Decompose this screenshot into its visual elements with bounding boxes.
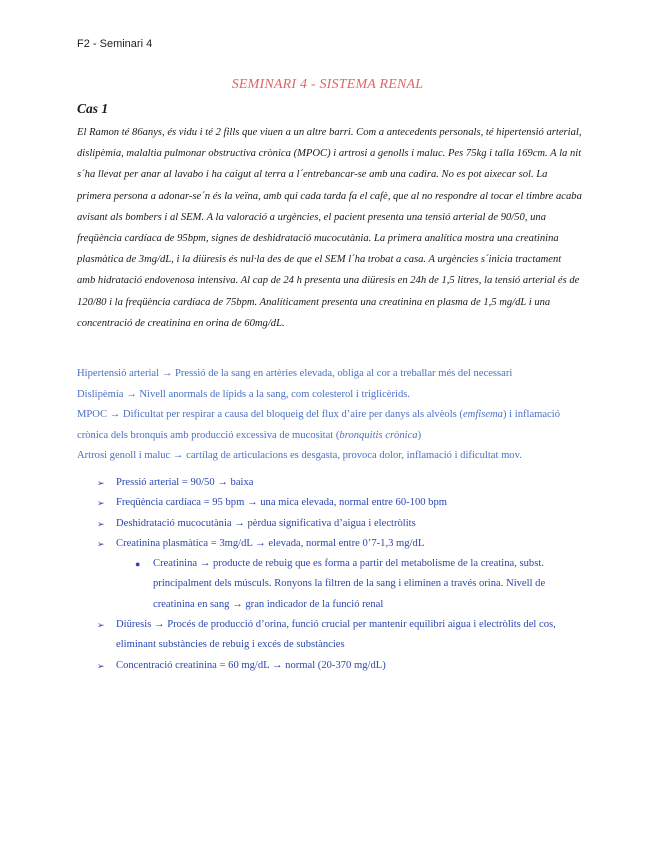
list-item-text: Deshidratació mucocutània → pèrdua significativa d’aigua i electròlits (116, 517, 416, 529)
arrow-bullet-icon: ➢ (97, 478, 105, 488)
page-header: F2 - Seminari 4 (77, 38, 153, 50)
list-item-deshidratacio (97, 514, 587, 534)
list-item-creatinina-plasmatica (97, 534, 587, 554)
list-item-pressio (97, 473, 587, 493)
list-item-concentracio (97, 656, 587, 676)
arrow-bullet-icon: ➢ (97, 538, 105, 549)
arrow-bullet-icon: ➢ (97, 620, 105, 631)
list-item-text: Creatinina plasmàtica = 3mg/dL → elevada, normal entre 0’7-1,3 mg/dL (116, 537, 425, 549)
arrow-bullet-icon: ➢ (97, 498, 105, 509)
note-hipertensio: Hipertensió arterial → Pressió de la sang en artèries elevada, obliga al cor a treballar més del necessari (77, 368, 513, 379)
note-mpoc-text-c: ) (417, 429, 422, 441)
arrow-bullet-icon: ➢ (97, 518, 105, 529)
list-item-text: Freqüència cardíaca = 95 bpm → una mica elevada, normal entre 60-100 bpm (116, 497, 448, 509)
note-mpoc-emfisema: emfisema (462, 409, 503, 420)
note-mpoc (77, 405, 582, 446)
notes-section (77, 364, 582, 467)
sublist-item-creatinina (97, 554, 587, 615)
page-title: SEMINARI 4 - SISTEMA RENAL (231, 77, 424, 92)
case-heading: Cas 1 (77, 101, 109, 116)
note-mpoc-bronquitis: bronquitis crònica (339, 429, 418, 441)
findings-list (97, 473, 587, 676)
arrow-bullet-icon: ➢ (97, 660, 105, 671)
list-item-diuresis (97, 615, 587, 656)
note-mpoc-text-b: ) i inflamació crònica dels bronquis amb producció excessiva de mucositat ( (77, 409, 561, 441)
list-item-text: Pressió arterial = 90/50 → baixa (116, 477, 254, 488)
note-artrosi: Artrosi genoll i maluc → cartílag de articulacions es desgasta, provoca dolor, inflamació i dificultat mov. (77, 450, 522, 461)
sublist-item-text: Creatinina → producte de rebuig que es forma a partir del metabolisme de la creatina, subst. principalment dels músculs. Ronyons la filtren de la sang i eliminen a través orina. Nivell de creatinina en sang → gran indicador de la funció renal (153, 558, 546, 610)
note-dislipemia: Dislipèmia → Nivell anormals de lípids a la sang, com colesterol i triglicèrids. (77, 388, 411, 400)
case-paragraph: El Ramon té 86anys, és vidu i té 2 fills que viuen a un altre barri. Com a antecedents personals, té hipertensió arterial, dislipèmia, malaltia pulmonar obstructiva crònica (MPOC) i artrosi a genolls i maluc. Pes 75kg i talla 169cm. A la nit s´ha llevat per anar al lavabo i ha caigut al terra a l´entrebancar-se amb una cadira. No es pot aixecar sol. La primera persona a adonar-se´n és la veïna, amb qui cada tarda fa el cafè, que al no respondre al tocar el timbre acaba avisant als bombers i al SEM. A la valoració a urgències, el pacient presenta una tensió arterial de 90/50, una freqüència cardíaca de 95bpm, signes de deshidratació mucocutània. La primera analítica mostra una creatinina plasmàtica de 3mg/dL, i la diüresis és nul·la des de que el SEM l´ha trobat a casa. A urgències s´inicia tractament amb hidratació endovenosa intensiva. Al cap de 24 h presenta una diüresis en 24h de 1,5 litres, la tensió arterial és de 120/80 i la freqüència cardíaca de 75bpm. Analíticament presenta una creatinina en plasma de 1,5 mg/dL i una concentració de creatinina en orina de 60mg/dL. (77, 127, 582, 329)
list-item-text: Diüresis → Procés de producció d’orina, funció crucial per mantenir equilibri aigua i electròlits del cos, eliminant substàncies de rebuig i excés de substàncies (116, 619, 556, 651)
list-item-text: Concentració creatinina = 60 mg/dL → normal (20-370 mg/dL) (116, 659, 386, 671)
dot-bullet-icon: ● (135, 559, 141, 570)
list-item-frequencia (97, 493, 587, 513)
note-mpoc-text-a: MPOC → Dificultat per respirar a causa del bloqueig del flux d’aire per danys als alvèols ( (77, 409, 463, 420)
